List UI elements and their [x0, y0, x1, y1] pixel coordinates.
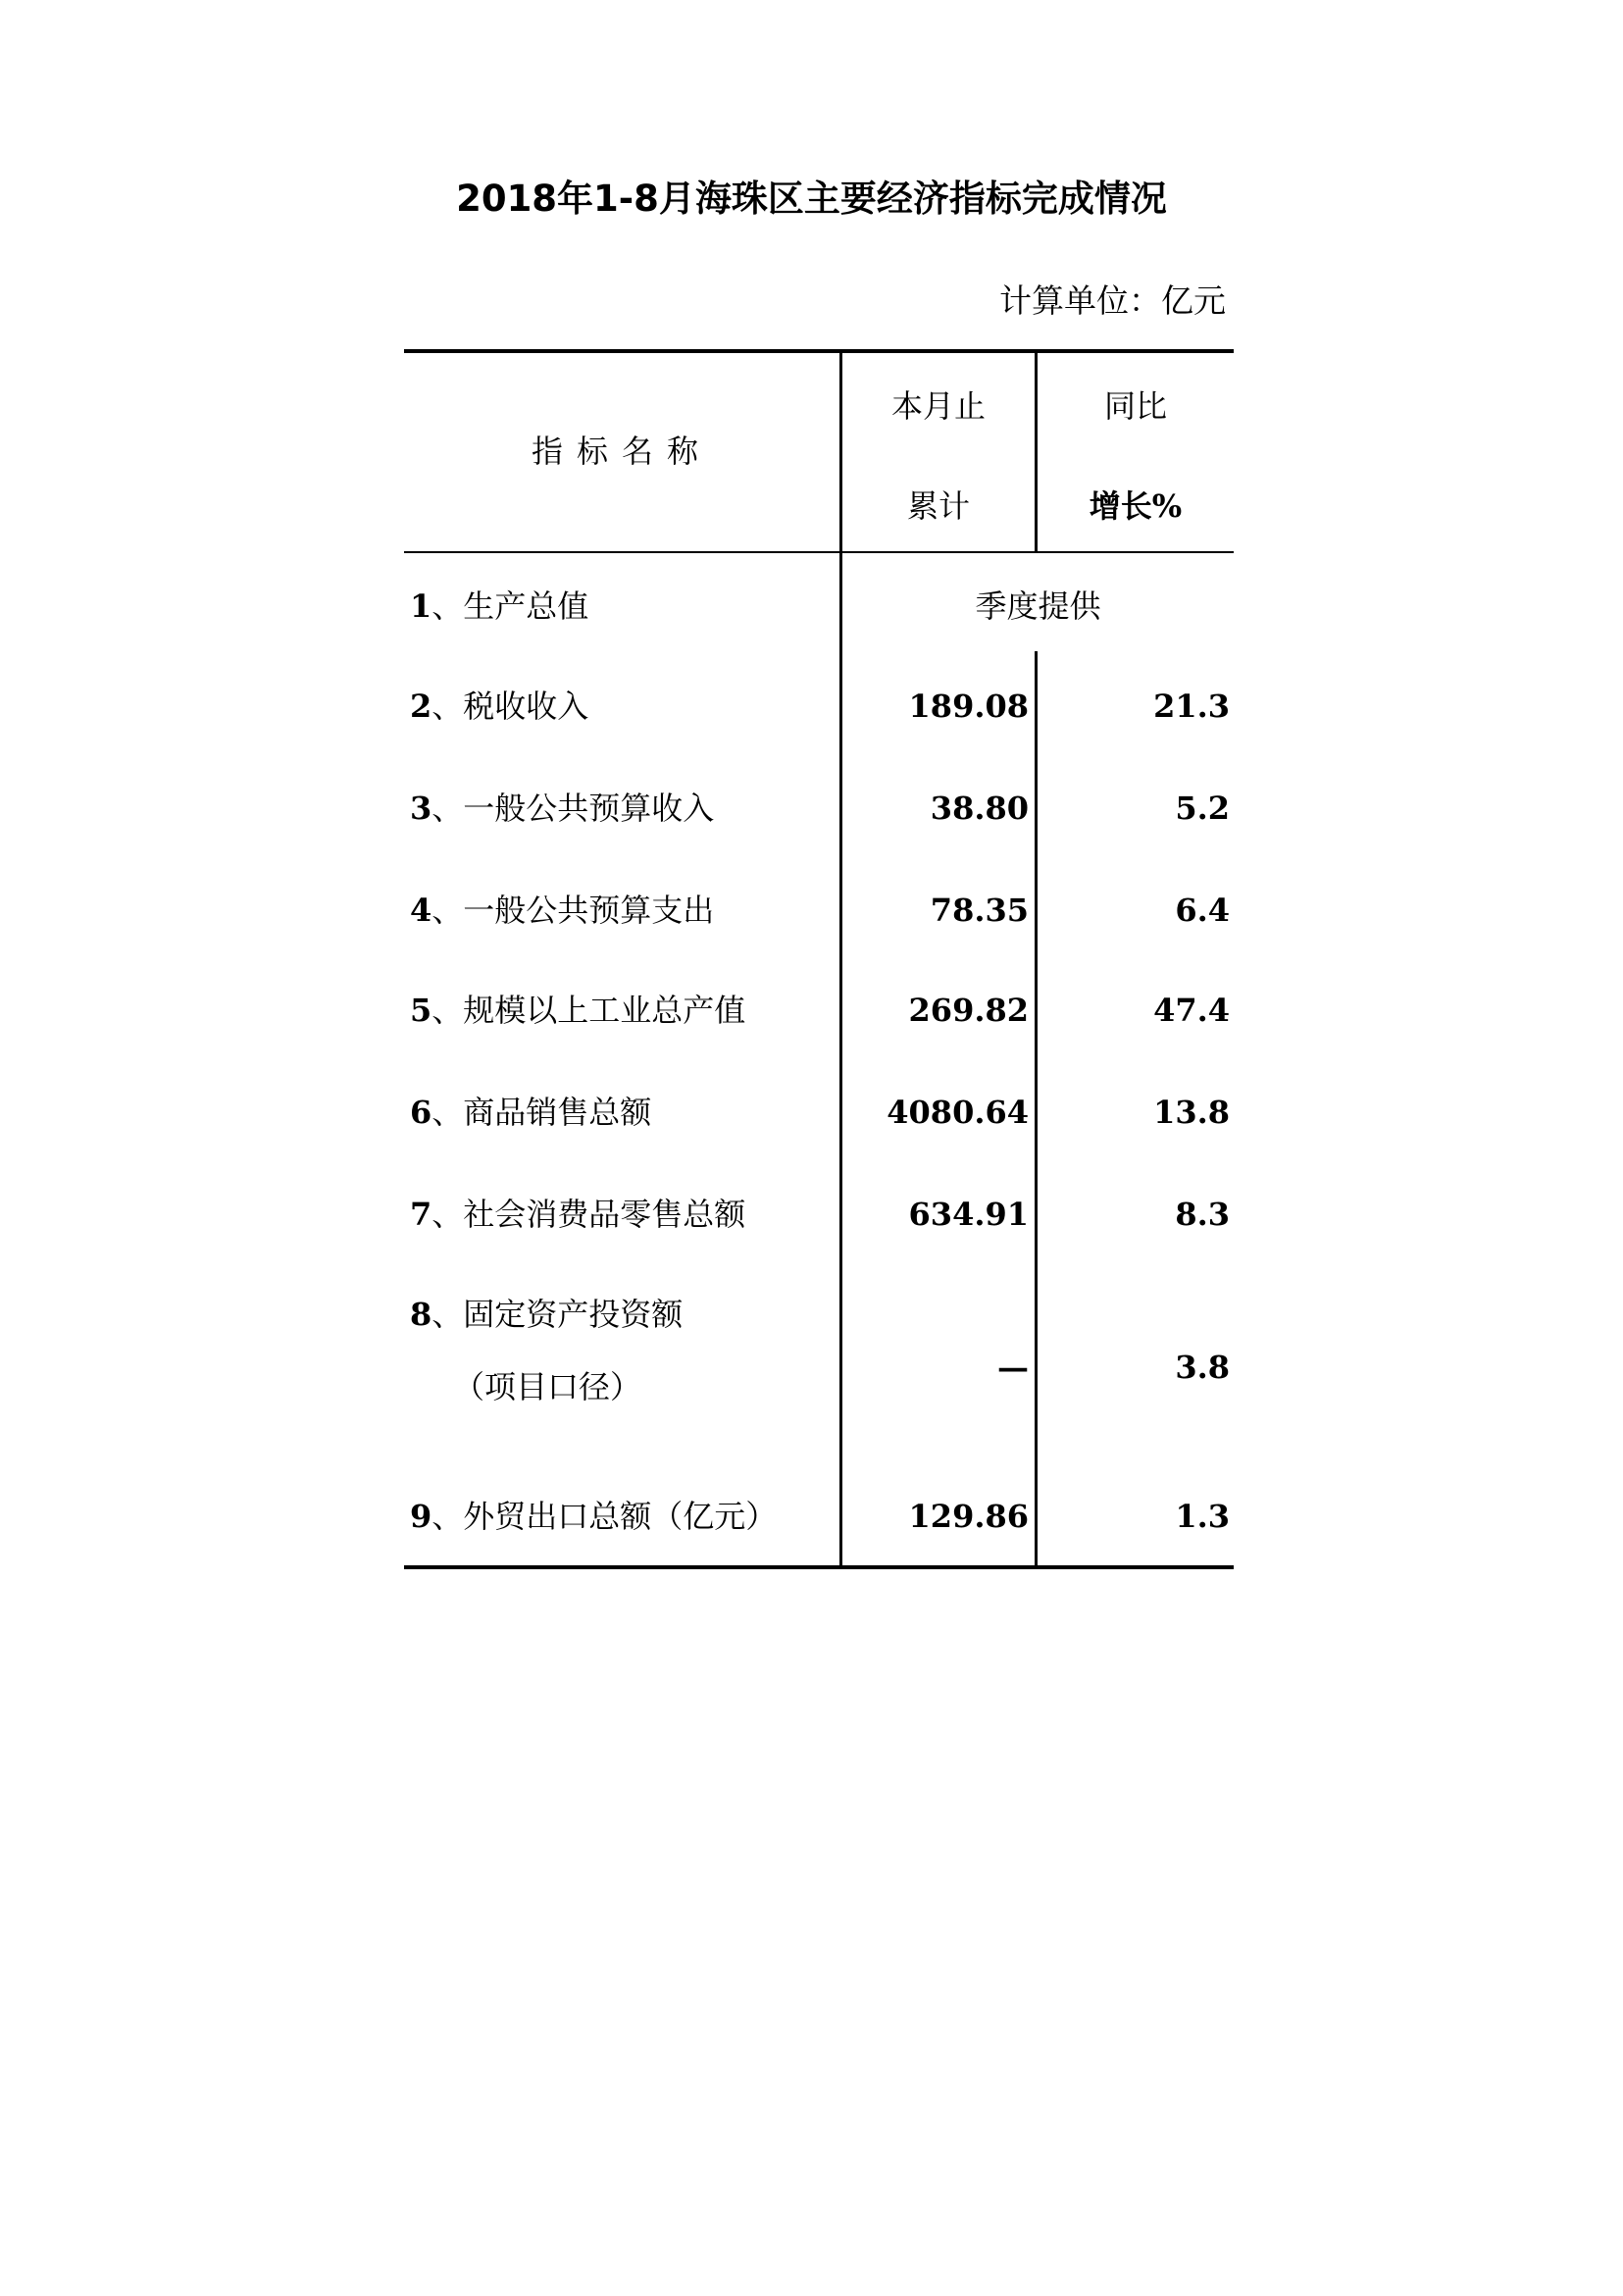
table-row-name — [410, 989, 832, 1032]
header-growth-line2: 增长% — [1089, 487, 1183, 525]
growth-value: 1.3 — [1175, 1498, 1230, 1535]
table-header-rule — [404, 551, 1234, 553]
row-label: 一般公共预算支出 — [463, 892, 715, 929]
table-top-rule — [404, 349, 1234, 353]
cumulative-value: 634.91 — [908, 1196, 1029, 1233]
row-number: 4 — [410, 892, 432, 929]
header-cumulative-line2: 累计 — [906, 487, 970, 525]
row-separator: 、 — [431, 587, 464, 625]
row-number: 1 — [410, 587, 432, 625]
row-label: 商品销售总额 — [463, 1094, 652, 1131]
growth-value: 6.4 — [1175, 892, 1230, 929]
cumulative-value: 4080.64 — [887, 1094, 1029, 1131]
growth-value: 8.3 — [1175, 1196, 1230, 1233]
cumulative-value: 129.86 — [908, 1498, 1029, 1535]
row-number: 7 — [410, 1196, 432, 1233]
row-separator: 、 — [431, 1094, 464, 1131]
table-row-name — [410, 1495, 832, 1538]
row-label: 外贸出口总额（亿元） — [463, 1498, 778, 1535]
row-separator: 、 — [431, 1296, 464, 1333]
table-row-name — [410, 585, 832, 628]
table-row-name — [410, 1091, 832, 1134]
indicator-table — [404, 349, 1234, 1568]
row-label: 固定资产投资额 — [463, 1296, 684, 1333]
table-row-name — [410, 1293, 832, 1336]
row-label: 一般公共预算收入 — [463, 790, 715, 827]
row-number: 3 — [410, 790, 432, 827]
growth-value: 3.8 — [1175, 1349, 1230, 1386]
header-indicator-name: 指标名称 — [531, 433, 712, 470]
cumulative-value: 189.08 — [908, 688, 1029, 725]
row-separator: 、 — [431, 1196, 464, 1233]
row-number: 9 — [410, 1498, 432, 1535]
growth-value: 13.8 — [1153, 1094, 1230, 1131]
row-separator: 、 — [431, 688, 464, 725]
quarterly-note: 季度提供 — [975, 587, 1101, 625]
row-number: 6 — [410, 1094, 432, 1131]
table-row-name — [410, 787, 832, 830]
table-row-name — [410, 889, 832, 932]
row-label: 生产总值 — [463, 587, 589, 625]
header-cumulative-line1: 本月止 — [890, 387, 986, 425]
row-number: 5 — [410, 992, 432, 1029]
row-separator: 、 — [431, 892, 464, 929]
page-title: 2018年1-8月海珠区主要经济指标完成情况 — [456, 178, 1167, 220]
cumulative-value: — — [997, 1349, 1029, 1386]
table-bottom-rule — [404, 1565, 1234, 1569]
table-row-name — [410, 685, 832, 728]
row-sublabel: （项目口径） — [453, 1368, 642, 1405]
table-row-name — [410, 1193, 832, 1236]
row-number: 2 — [410, 688, 432, 725]
growth-value: 47.4 — [1153, 992, 1230, 1029]
cumulative-value: 269.82 — [908, 992, 1029, 1029]
row-label: 规模以上工业总产值 — [463, 992, 746, 1029]
header-growth-line1: 同比 — [1103, 387, 1167, 425]
cumulative-value: 38.80 — [930, 790, 1029, 827]
row-separator: 、 — [431, 1498, 464, 1535]
row-separator: 、 — [431, 790, 464, 827]
growth-value: 5.2 — [1175, 790, 1230, 827]
row-label: 社会消费品零售总额 — [463, 1196, 746, 1233]
row-label: 税收收入 — [463, 688, 589, 725]
row-separator: 、 — [431, 992, 464, 1029]
growth-value: 21.3 — [1153, 688, 1230, 725]
row-number: 8 — [410, 1296, 432, 1333]
cumulative-value: 78.35 — [930, 892, 1029, 929]
unit-label: 计算单位：亿元 — [999, 281, 1226, 320]
